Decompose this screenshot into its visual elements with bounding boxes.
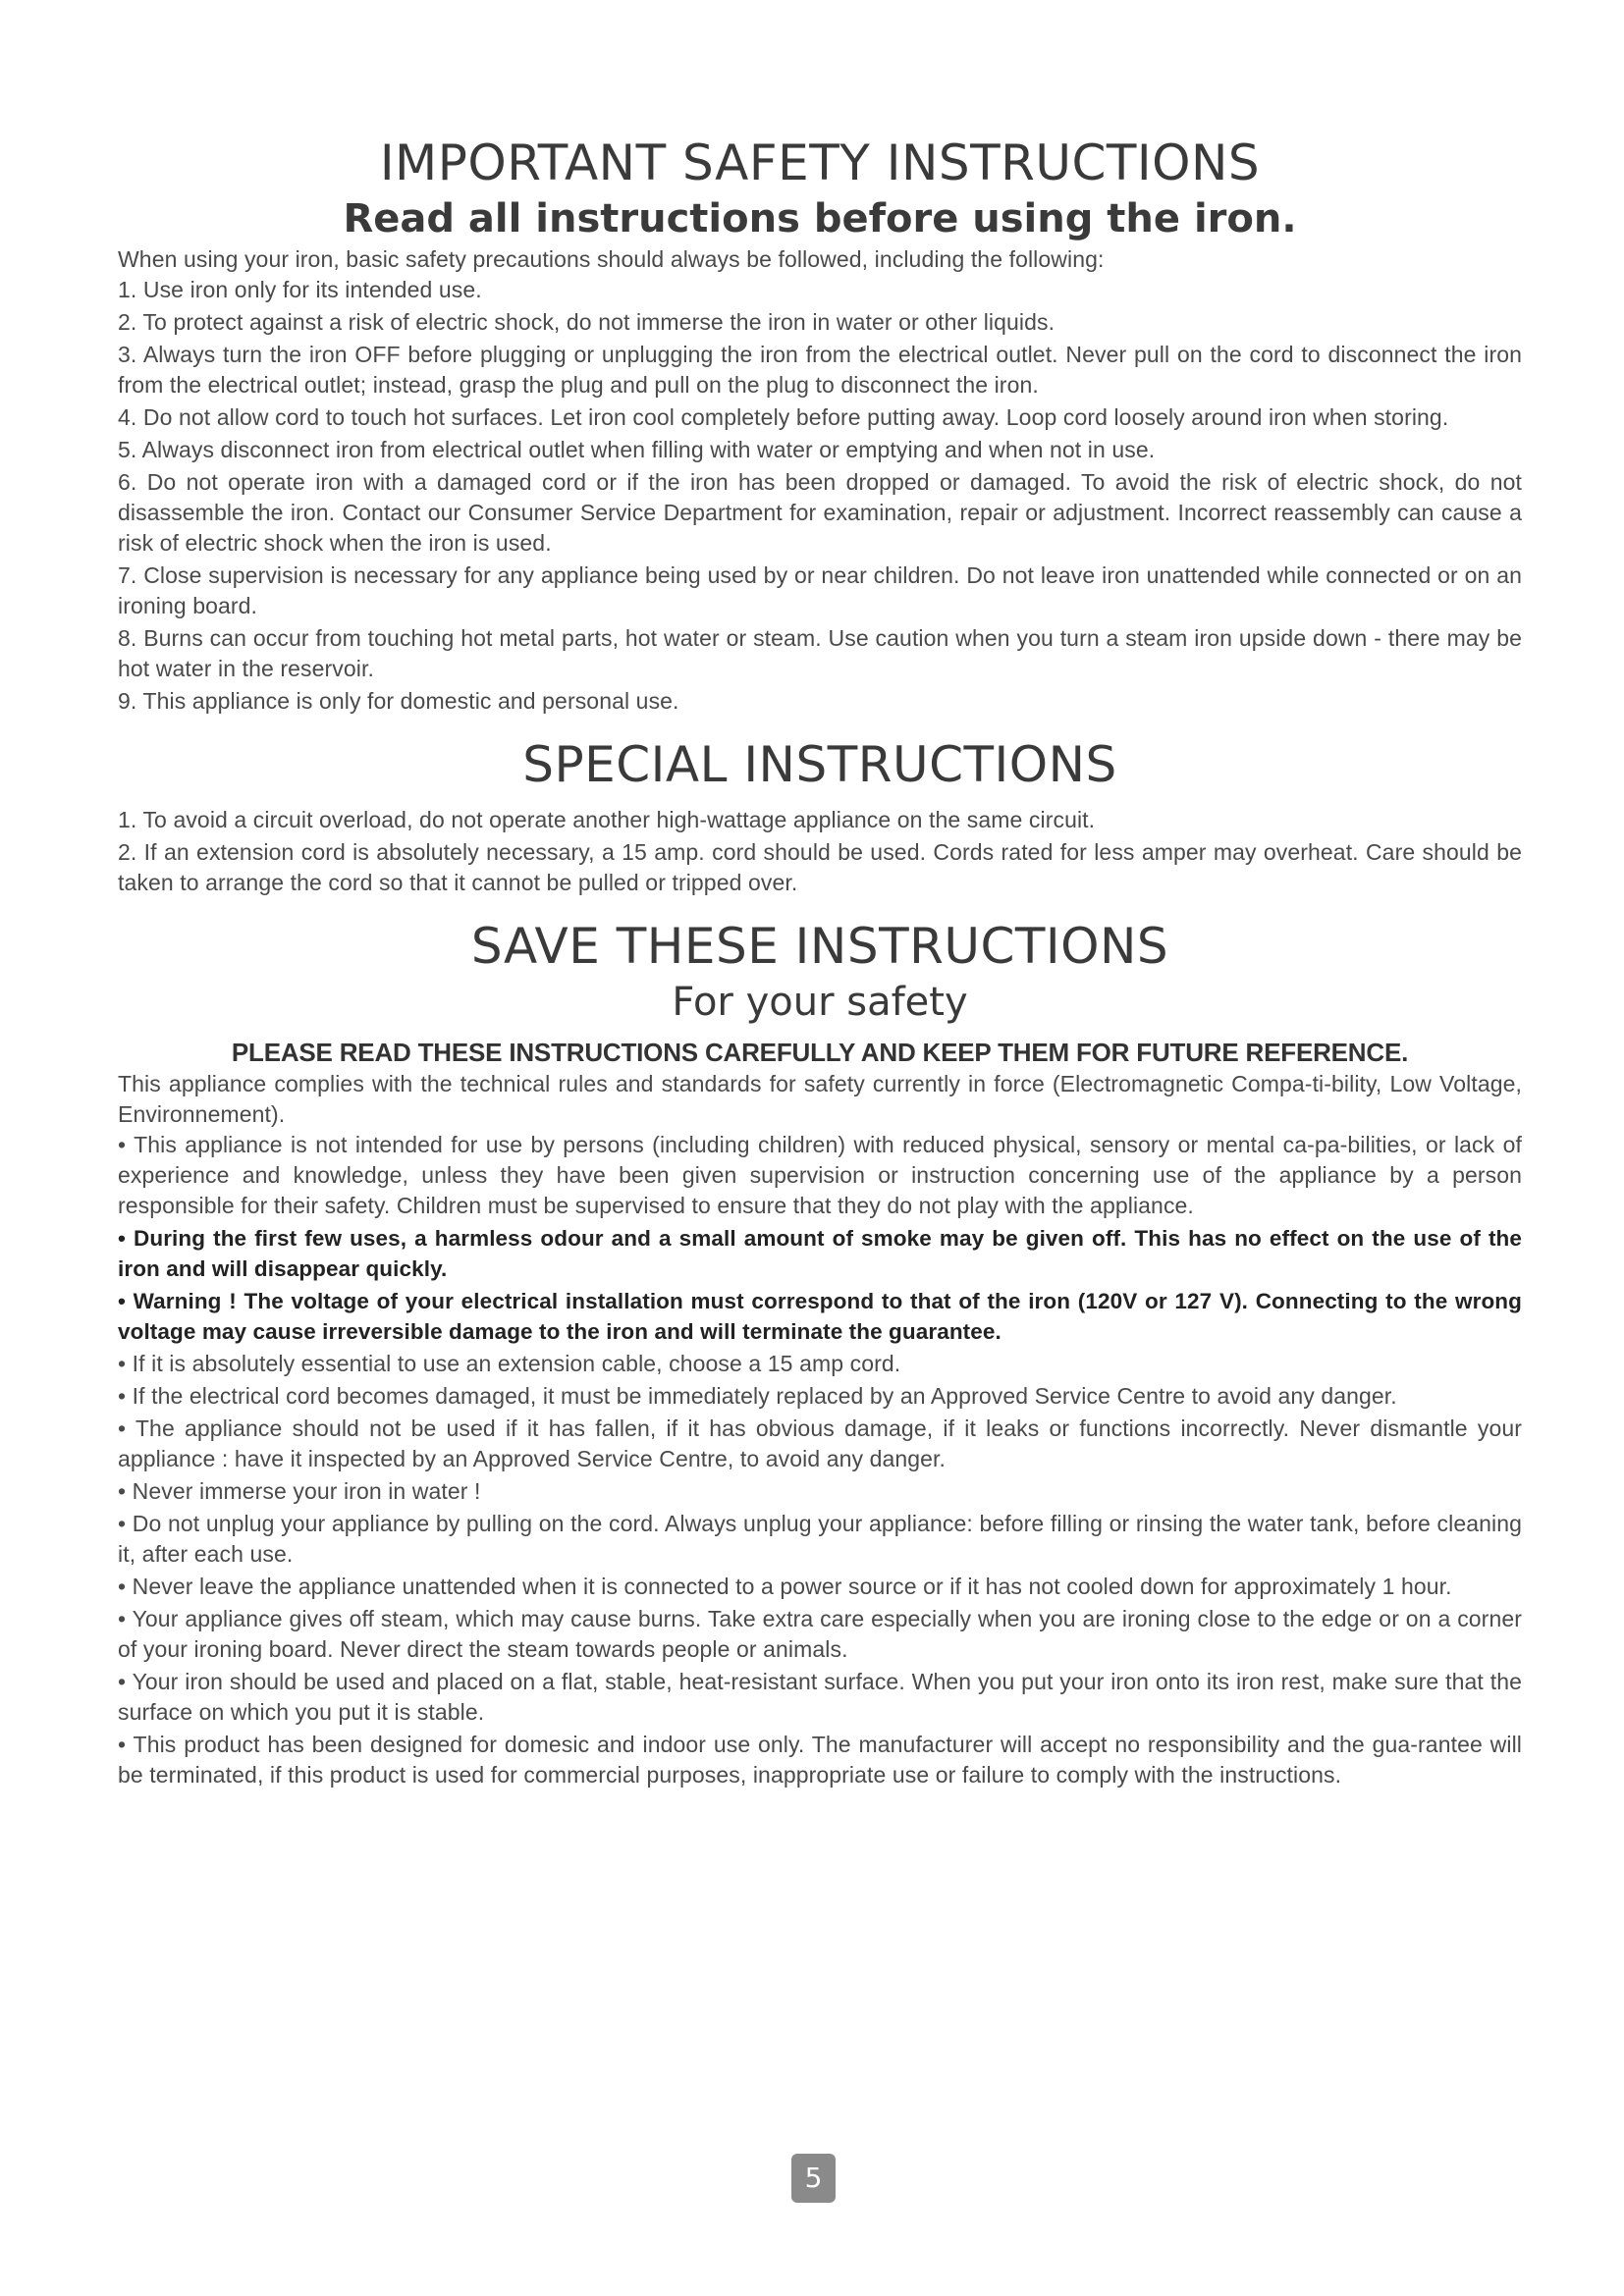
list-item: 6. Do not operate iron with a damaged cord or if the iron has been dropped or damaged. To avoid the risk of electric shock, do not disassemble the iron. Contact our Consumer Service Department for examination, repair or adjustment. Incorrect reassembly can cause a risk of electric shock when the iron is used. — [118, 469, 1522, 556]
list-item: 7. Close supervision is necessary for any appliance being used by or near children. Do not leave iron unattended while connected or on an ironing board. — [118, 562, 1522, 618]
save-intro: This appliance complies with the technical rules and standards for safety currently in force (Electromagnetic Compa-ti-bility, Low Voltage, Environnement). — [118, 1071, 1522, 1127]
bullet-item: • Never leave the appliance unattended when it is connected to a power source or if it has not cooled down for approximately 1 hour. — [118, 1574, 1452, 1599]
bullet-item: • During the first few uses, a harmless odour and a small amount of smoke may be given off. This has no effect on the use of the iron and will disappear quickly. — [118, 1226, 1522, 1281]
page-number: 5 — [791, 2154, 836, 2203]
bullet-item: • Warning ! The voltage of your electrical installation must correspond to that of the iron (120V or 127 V). Connecting to the wrong voltage may cause irreversible damage to the iron and will terminate the guarantee. — [118, 1289, 1522, 1344]
special-list — [118, 805, 1522, 898]
save-bullets — [118, 1130, 1522, 1790]
bullet-item: • Your appliance gives off steam, which may cause burns. Take extra care especially when you are ironing close to the edge or on a corner of your ironing board. Never direct the steam towards people or animals. — [118, 1606, 1522, 1662]
list-item: 8. Burns can occur from touching hot metal parts, hot water or steam. Use caution when you turn a steam iron upside down - there may be hot water in the reservoir. — [118, 625, 1522, 681]
save-notice: PLEASE READ THESE INSTRUCTIONS CAREFULLY AND KEEP THEM FOR FUTURE REFERENCE. — [231, 1038, 1409, 1067]
list-item: 2. If an extension cord is absolutely necessary, a 15 amp. cord should be used. Cords rated for less amper may overheat. Care should be taken to arrange the cord so that it cannot be pulled or tripped over. — [118, 839, 1522, 895]
bullet-item: • If the electrical cord becomes damaged, it must be immediately replaced by an Approved Service Centre to avoid any danger. — [118, 1383, 1397, 1409]
bullet-item: • This appliance is not intended for use by persons (including children) with reduced physical, sensory or mental ca-pa-bilities, or lack of experience and knowledge, unless they have been given supervision or instruction concerning use of the appliance by a person responsible for their safety. Children must be supervised to ensure that they do not play with the appliance. — [118, 1132, 1522, 1218]
list-item: 1. Use iron only for its intended use. — [118, 277, 482, 302]
list-item: 5. Always disconnect iron from electrical outlet when filling with water or emptying and when not in use. — [118, 437, 1156, 462]
safety-title: IMPORTANT SAFETY INSTRUCTIONS — [379, 134, 1261, 191]
list-item: 9. This appliance is only for domestic and personal use. — [118, 688, 679, 714]
list-item: 4. Do not allow cord to touch hot surfaces. Let iron cool completely before putting away. Loop cord loosely around iron when storing. — [118, 404, 1449, 430]
list-item: 1. To avoid a circuit overload, do not operate another high-wattage appliance on the same circuit. — [118, 807, 1096, 832]
save-subtitle: For your safety — [672, 980, 968, 1025]
bullet-item: • This product has been designed for domesic and indoor use only. The manufacturer will accept no responsibility and the gua-rantee will be terminated, if this product is used for commercial purposes, inappropriate use or failure to comply with the instructions. — [118, 1732, 1522, 1788]
special-title: SPECIAL INSTRUCTIONS — [522, 736, 1117, 793]
bullet-item: • The appliance should not be used if it has fallen, if it has obvious damage, if it leaks or functions incorrectly. Never dismantle your appliance : have it inspected by an Approved Service Centre, to avoid any danger. — [118, 1415, 1522, 1471]
safety-intro: When using your iron, basic safety precautions should always be followed, including the following: — [118, 246, 1105, 272]
safety-list — [118, 275, 1522, 717]
bullet-item: • Never immerse your iron in water ! — [118, 1478, 481, 1504]
bullet-item: • Your iron should be used and placed on a flat, stable, heat-resistant surface. When you put your iron onto its iron rest, make sure that the surface on which you put it is stable. — [118, 1669, 1522, 1725]
save-title: SAVE THESE INSTRUCTIONS — [470, 918, 1169, 975]
list-item: 2. To protect against a risk of electric shock, do not immerse the iron in water or other liquids. — [118, 309, 1056, 335]
bullet-item: • If it is absolutely essential to use an extension cable, choose a 15 amp cord. — [118, 1351, 901, 1376]
list-item: 3. Always turn the iron OFF before plugging or unplugging the iron from the electrical outlet. Never pull on the cord to disconnect the iron from the electrical outlet; instead, grasp the plug and pull on the plug to disconnect the iron. — [118, 342, 1522, 398]
safety-subtitle: Read all instructions before using the iron. — [343, 196, 1297, 241]
bullet-item: • Do not unplug your appliance by pulling on the cord. Always unplug your appliance: before filling or rinsing the water tank, before cleaning it, after each use. — [118, 1511, 1522, 1567]
